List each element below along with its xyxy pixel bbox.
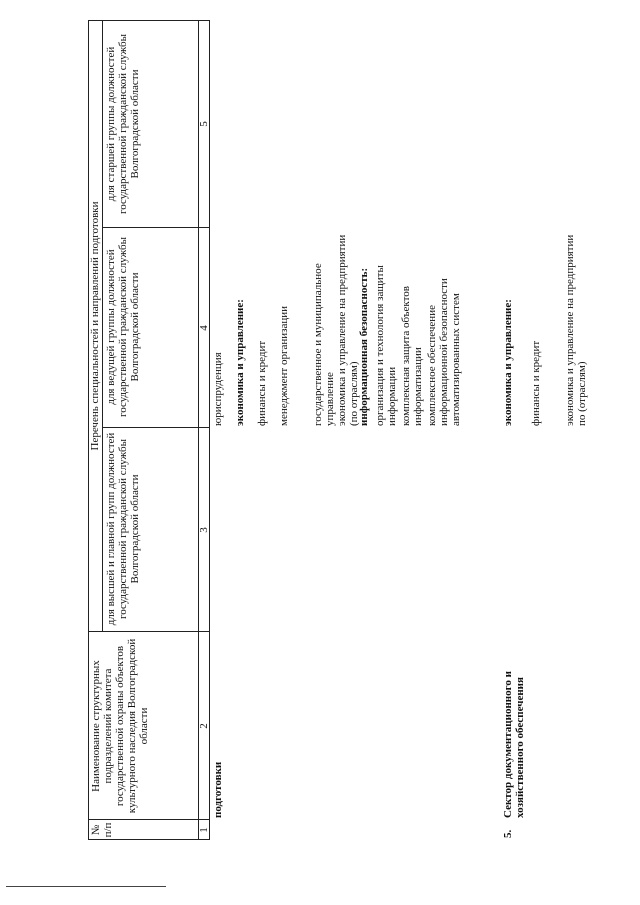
economics-item: менеджмент организации <box>278 305 290 426</box>
col-divider-5 <box>102 227 210 228</box>
header-specialties-group: Перечень специальностей и направлений подготовки <box>89 201 101 451</box>
header-leading-group: для ведущей группы должностей государственной гражданской службы Волгоградской области <box>105 237 141 417</box>
header-department-name: Наименование структурных подразделений комитета государственной охраны объектов культурного наследия Волгоградской области <box>90 638 150 814</box>
rotated-table-sheet <box>88 20 608 840</box>
table-right-border <box>88 20 210 21</box>
infosec-item: комплексное обеспечение информационной безопасности автоматизированных систем <box>426 278 462 426</box>
economics-item: экономика и управление на предприятии (по отраслям) <box>336 234 360 426</box>
scan-edge-line <box>6 886 166 887</box>
economics-item: государственное и муниципальное управление <box>312 263 336 426</box>
row5-department-name: Сектор документационного и хозяйственного обеспечения <box>502 671 526 818</box>
column-number-1: 1 <box>198 827 210 833</box>
column-number-3: 3 <box>198 527 210 533</box>
law-specialty: юриспруденция <box>212 352 224 426</box>
col-divider-1 <box>88 839 210 840</box>
continued-label: подготовки <box>212 761 224 818</box>
column-number-5: 5 <box>198 121 210 127</box>
header-older-group: для старшей группы должностей государственной гражданской службы Волгоградской области <box>105 34 141 214</box>
header-senior-groups: для высшей и главной групп должностей государственной гражданской службы Волгоградской области <box>105 432 141 626</box>
economics-heading-2: экономика и управление: <box>502 299 514 426</box>
header-number: № п/п <box>90 822 114 838</box>
infosec-item: комплексная защита объектов информатизации <box>400 286 424 426</box>
col-divider-2 <box>88 819 210 820</box>
infosec-heading: информационная безопасность: <box>358 267 370 426</box>
group-header-border <box>102 20 103 632</box>
row5-number: 5. <box>502 829 514 838</box>
economics-item-2: финансы и кредит <box>530 340 542 426</box>
economics-item-2: экономика и управление на предприятии по (отраслям) <box>564 234 588 426</box>
col-divider-4 <box>102 427 210 428</box>
col-divider-3 <box>88 631 210 632</box>
column-number-4: 4 <box>198 325 210 331</box>
economics-heading: экономика и управление: <box>234 299 246 426</box>
column-number-2: 2 <box>198 723 210 729</box>
economics-item: финансы и кредит <box>256 340 268 426</box>
infosec-item: организация и технология защиты информации <box>374 265 398 426</box>
